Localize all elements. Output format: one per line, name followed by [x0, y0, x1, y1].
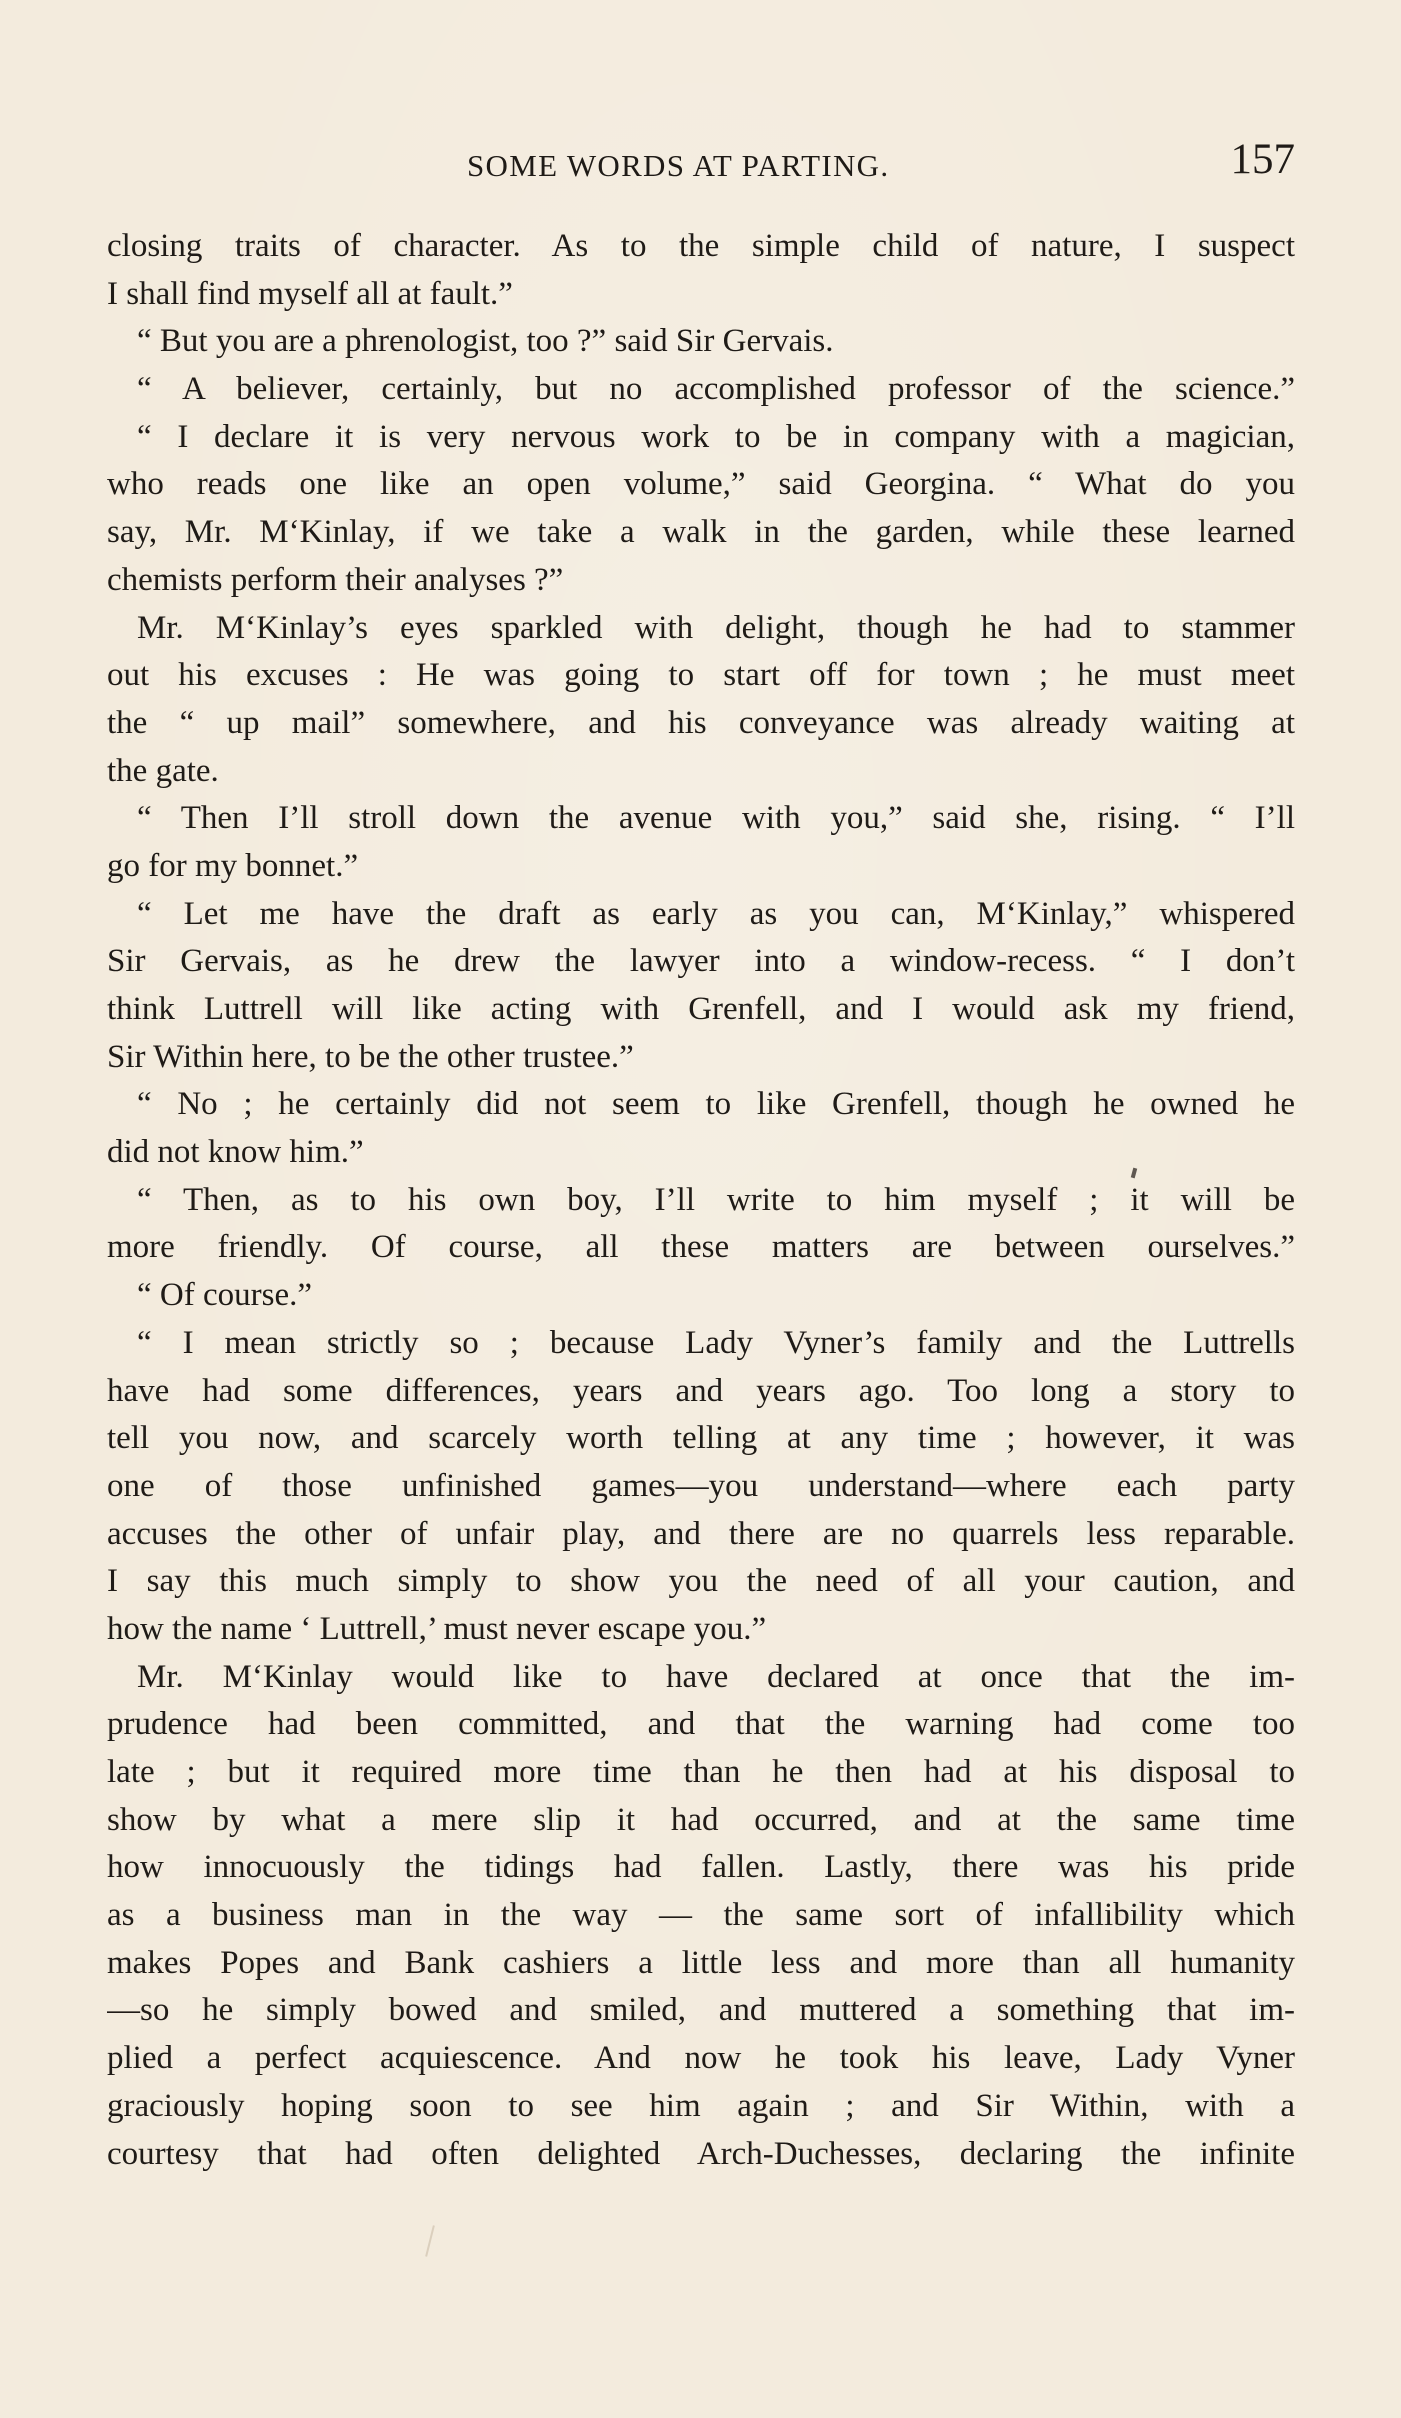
page-header — [107, 136, 1295, 202]
text-line: —so he simply bowed and smiled, and muttered a something that im- — [107, 1992, 1295, 2029]
text-line: how the name ‘ Luttrell,’ must never escape you.” — [107, 1610, 767, 1647]
text-line: prudence had been committed, and that the warning had come too — [107, 1706, 1295, 1743]
text-line: did not know him.” — [107, 1134, 364, 1171]
text-line: “ Let me have the draft as early as you can, M‘Kinlay,” whispered — [137, 895, 1295, 932]
text-line: as a business man in the way — the same sort of infallibility which — [107, 1897, 1295, 1934]
text-line: “ But you are a phrenologist, too ?” said Sir Gervais. — [137, 323, 834, 360]
text-line: Mr. M‘Kinlay would like to have declared at once that the im- — [137, 1658, 1295, 1695]
text-line: “ Then I’ll stroll down the avenue with you,” said she, rising. “ I’ll — [137, 800, 1295, 837]
text-line: Sir Within here, to be the other trustee.” — [107, 1038, 634, 1075]
text-line: “ A believer, certainly, but no accomplished professor of the science.” — [137, 371, 1295, 408]
text-line: Sir Gervais, as he drew the lawyer into a window-recess. “ I don’t — [107, 943, 1295, 980]
text-line: more friendly. Of course, all these matters are between ourselves.” — [107, 1229, 1295, 1266]
text-line: how innocuously the tidings had fallen. Lastly, there was his pride — [107, 1849, 1295, 1886]
text-line: I shall find myself all at fault.” — [107, 275, 513, 312]
text-line: say, Mr. M‘Kinlay, if we take a walk in the garden, while these learned — [107, 514, 1295, 551]
text-line: “ Then, as to his own boy, I’ll write to him myself ; it will be — [137, 1181, 1295, 1218]
text-line: courtesy that had often delighted Arch-Duchesses, declaring the infinite — [107, 2135, 1295, 2172]
body-text — [107, 223, 1295, 2178]
text-line: show by what a mere slip it had occurred, and at the same time — [107, 1801, 1295, 1838]
text-line: who reads one like an open volume,” said Georgina. “ What do you — [107, 466, 1295, 503]
text-line: chemists perform their analyses ?” — [107, 561, 564, 598]
text-line: tell you now, and scarcely worth telling at any time ; however, it was — [107, 1420, 1295, 1457]
text-line: Mr. M‘Kinlay’s eyes sparkled with delight, though he had to stammer — [137, 609, 1295, 646]
text-line: the “ up mail” somewhere, and his conveyance was already waiting at — [107, 704, 1295, 741]
text-line: the gate. — [107, 752, 219, 789]
text-line: “ I mean strictly so ; because Lady Vyner’s family and the Luttrells — [137, 1324, 1295, 1361]
text-line: think Luttrell will like acting with Grenfell, and I would ask my friend, — [107, 991, 1295, 1027]
text-line: “ Of course.” — [137, 1277, 312, 1314]
scan-mark — [425, 2225, 435, 2257]
running-head: SOME WORDS AT PARTING. — [467, 148, 890, 183]
text-line: “ No ; he certainly did not seem to like Grenfell, though he owned he — [137, 1086, 1295, 1123]
text-line: plied a perfect acquiescence. And now he took his leave, Lady Vyner — [107, 2040, 1295, 2077]
text-line: graciously hoping soon to see him again ; and Sir Within, with a — [107, 2087, 1295, 2124]
text-line: out his excuses : He was going to start off for town ; he must meet — [107, 657, 1295, 694]
text-line: closing traits of character. As to the simple child of nature, I suspect — [107, 228, 1295, 264]
text-line: I say this much simply to show you the need of all your caution, and — [107, 1563, 1295, 1600]
text-line: one of those unfinished games—you understand—where each party — [107, 1467, 1295, 1504]
text-line: “ I declare it is very nervous work to be in company with a magician, — [137, 418, 1295, 455]
text-line: late ; but it required more time than he then had at his disposal to — [107, 1754, 1295, 1790]
text-line: accuses the other of unfair play, and there are no quarrels less reparable. — [107, 1515, 1295, 1552]
text-line: go for my bonnet.” — [107, 847, 359, 884]
page-number: 157 — [1230, 136, 1295, 183]
text-line: makes Popes and Bank cashiers a little less and more than all humanity — [107, 1944, 1295, 1981]
text-line: have had some differences, years and years ago. Too long a story to — [107, 1372, 1295, 1409]
